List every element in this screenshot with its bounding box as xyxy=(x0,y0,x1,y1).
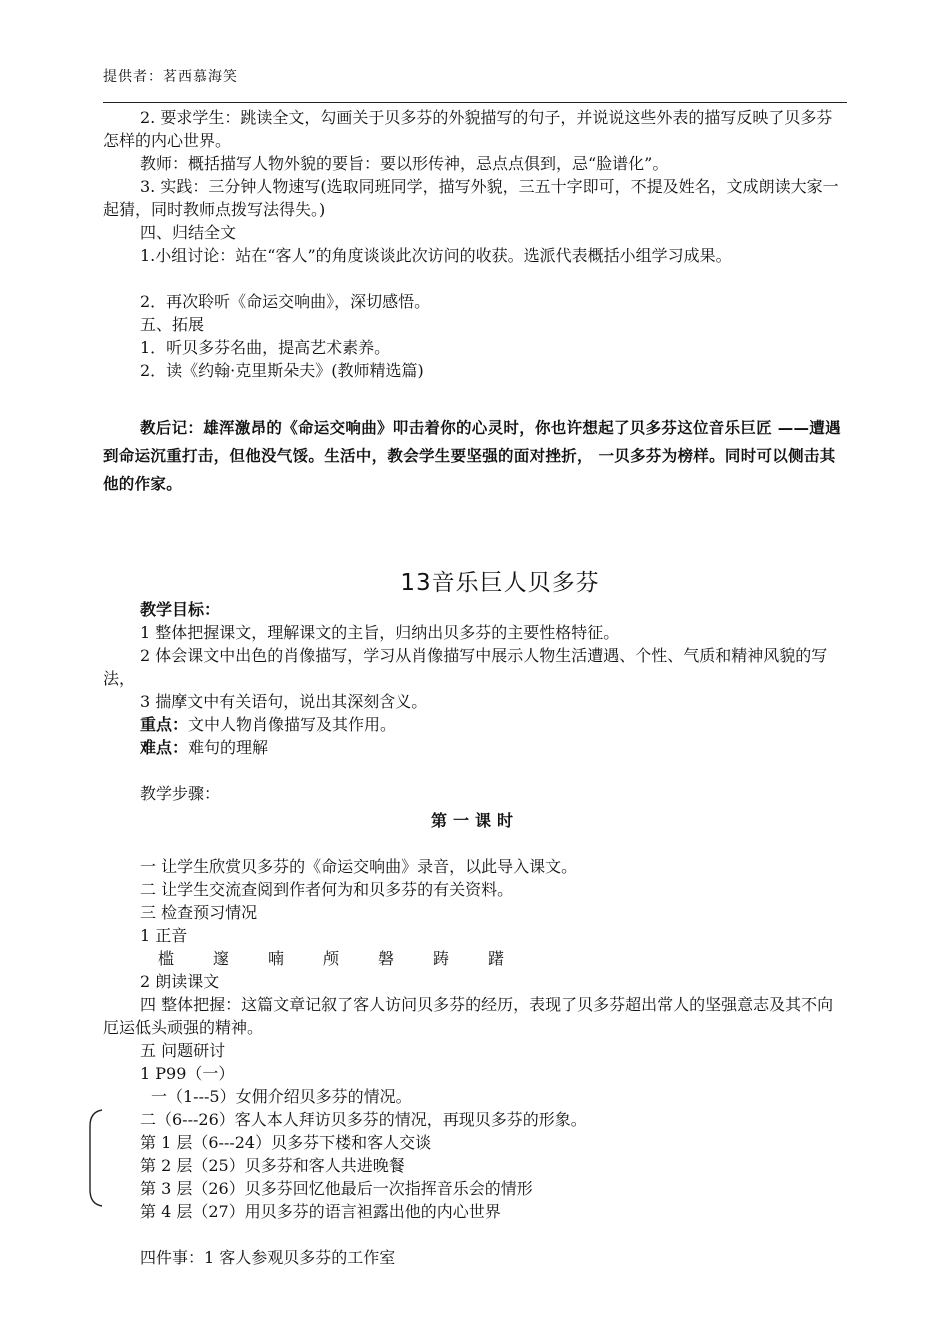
paragraph: 2．再次聆听《命运交响曲》，深切感悟。 xyxy=(140,292,431,311)
step-item: 一 让学生欣赏贝多芬的《命运交响曲》录音，以此导入课文。 xyxy=(140,857,578,876)
char-item: 喃 xyxy=(268,949,285,968)
step-item: 2 朗读课文 xyxy=(140,972,220,991)
header-divider xyxy=(103,102,847,103)
char-item: 躇 xyxy=(488,949,505,968)
lesson-title: 13音乐巨人贝多芬 xyxy=(400,570,600,596)
step-item: 1 正音 xyxy=(140,926,188,945)
pronunciation-chars xyxy=(103,947,847,970)
steps-label: 教学步骤： xyxy=(140,784,221,803)
layer-item: 第 2 层（25）贝多芬和客人共进晚餐 xyxy=(140,1156,405,1175)
header-provider: 提供者：茗西慕海笑 xyxy=(103,69,238,85)
paragraph: 1.小组讨论：站在“客人”的角度谈谈此次访问的收获。选派代表概括小组学习成果。 xyxy=(140,246,732,265)
step-item: 二 让学生交流查阅到作者何为和贝多芬的有关资料。 xyxy=(140,880,514,899)
layer-item: 第 1 层（6---24）贝多芬下楼和客人交谈 xyxy=(140,1133,432,1152)
step-item: 1 P99（一） xyxy=(140,1064,235,1083)
teaching-note: 教后记：雄浑激昂的《命运交响曲》叩击着你的心灵时，你也许想起了贝多芬这位音乐巨匠 ——遭遇到命运沉重打击，但他没气馁。生活中，教会学生要坚强的面对挫折， 一贝多芬为榜样。同时可以侧击其他的作家。 xyxy=(103,419,841,493)
goals-label: 教学目标： xyxy=(140,600,221,619)
section-heading: 五、拓展 xyxy=(140,315,205,334)
section-title: 第一课时 xyxy=(430,811,519,830)
layer-item: 第 3 层（26）贝多芬回忆他最后一次指挥音乐会的情形 xyxy=(140,1179,533,1198)
key-point xyxy=(103,713,847,736)
hard-label: 难点： xyxy=(140,738,189,757)
step-item: 五 问题研讨 xyxy=(140,1041,226,1060)
document-body xyxy=(103,106,847,1269)
paragraph: 教师：概括描写人物外貌的要旨：要以形传神，忌点点俱到，忌“脸谱化”。 xyxy=(140,154,669,173)
char-item: 槛 xyxy=(158,949,175,968)
step-item: 四 整体把握：这篇文章记叙了客人访问贝多芬的经历，表现了贝多芬超出常人的坚强意志及其不向厄运低头顽强的精神。 xyxy=(103,995,834,1037)
paragraph: 3. 实践：三分钟人物速写(选取同班同学，描写外貌，三五十字即可，不提及姓名，文成朗读大家一起猜，同时教师点拨写法得失。) xyxy=(103,177,839,219)
part-item: 一（1---5）女佣介绍贝多芬的情况。 xyxy=(151,1087,412,1106)
goal-item: 3 揣摩文中有关语句，说出其深刻含义。 xyxy=(140,692,428,711)
goal-item: 1 整体把握课文，理解课文的主旨，归纳出贝多芬的主要性格特征。 xyxy=(140,623,620,642)
char-item: 邃 xyxy=(213,949,230,968)
char-item: 踌 xyxy=(433,949,450,968)
brace-bracket xyxy=(86,1108,104,1208)
difficult-point xyxy=(103,736,847,759)
part-item: 二（6---26）客人本人拜访贝多芬的情况，再现贝多芬的形象。 xyxy=(140,1110,587,1129)
hard-text: 难句的理解 xyxy=(188,738,269,757)
layer-item: 第 4 层（27）用贝多芬的语言袒露出他的内心世界 xyxy=(140,1202,501,1221)
paragraph: 2. 要求学生：跳读全文，勾画关于贝多芬的外貌描写的句子，并说说这些外表的描写反映了贝多芬怎样的内心世界。 xyxy=(103,108,833,150)
paragraph: 2．读《约翰·克里斯朵夫》(教师精选篇) xyxy=(140,361,424,380)
char-item: 磐 xyxy=(378,949,395,968)
step-item: 三 检查预习情况 xyxy=(140,903,258,922)
goal-item: 2 体会课文中出色的肖像描写，学习从肖像描写中展示人物生活遭遇、个性、气质和精神风貌的写法， xyxy=(103,646,828,688)
paragraph: 1．听贝多芬名曲，提高艺术素养。 xyxy=(140,338,391,357)
char-item: 颅 xyxy=(323,949,340,968)
key-label: 重点： xyxy=(140,715,189,734)
key-text: 文中人物肖像描写及其作用。 xyxy=(188,715,397,734)
step-item: 四件事：1 客人参观贝多芬的工作室 xyxy=(140,1248,396,1267)
section-heading: 四、归结全文 xyxy=(140,223,237,242)
